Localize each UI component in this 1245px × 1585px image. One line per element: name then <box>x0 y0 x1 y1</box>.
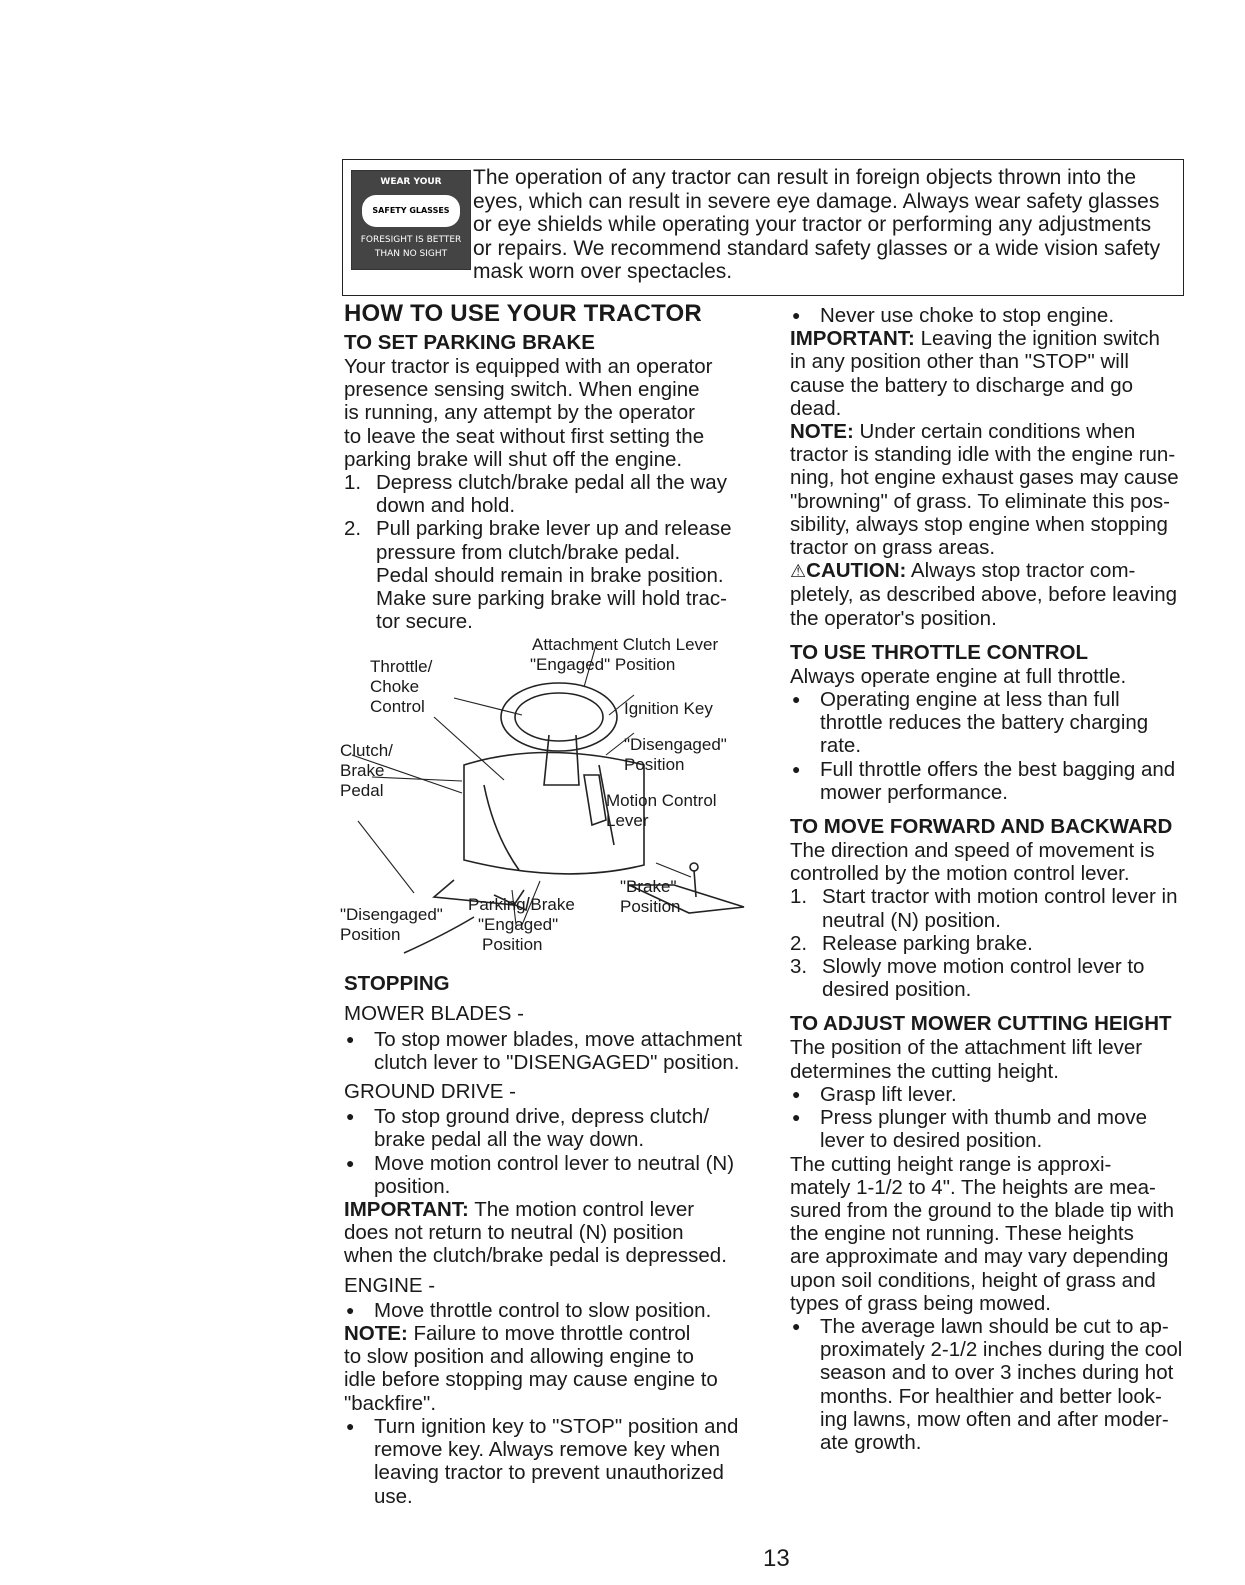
list-item: ● Grasp lift lever. <box>792 1082 957 1106</box>
right-column: ● Never use choke to stop engine. IMPORTANT: Leaving the ignition switch in any position other than "STOP" will cause the battery to discharge and go dead. NOTE: Under certain conditions when tractor is standing idle with the engine run- ning, hot engine exhaust gases may cause "browning" of grass. To eliminate this pos- sibility, always stop engine when stopping tractor on grass areas. ⚠CAUTION: Always stop tractor com- pletely, as described above, before leaving the operator's position. TO USE THROTTLE CONTROL Always operate engine at full throttle. ● Operating engine at less than full throttle reduces the battery charging rate. ● Full throttle offers the best bagging and mower performance. TO MOVE FORWARD AND BACKWARD The direction and speed of movement is controlled by the motion control lever. 1. Start tractor with motion control lever in neutral (N) position. 2. Release parking brake. 3. Slowly move motion control lever to desired position. TO ADJUST MOWER CUTTING HEIGHT The position of the attachment lift lever determines the cutting height. ● Grasp lift lever. ● Press plunger with thumb and move lever to desired position. The cutting height range is approxi- mately 1-1/2 to 4". The heights are mea- sured from the ground to the blade tip with the engine not running. These heights are approximate and may vary depending upon soil conditions, height of grass and types of grass being mowed. ● The average lawn should be cut to ap- proximately 2-1/2 inches during the cool season and to over 3 inches during hot months. For healthier and better look- ing lawns, mow often and after moder- ate growth. <box>790 300 1205 1454</box>
tractor-controls-diagram: Attachment Clutch Lever "Engaged" Position Throttle/ Choke Control Ignition Key "Disengaged" Position Clutch/ Brake Pedal Motion Control Lever "Brake" Position "Disengaged" Position Parking Brake "Engaged" Position <box>344 635 764 967</box>
mower-blades-heading: MOWER BLADES - <box>344 1002 524 1026</box>
cutting-height-heading: TO ADJUST MOWER CUTTING HEIGHT <box>790 1012 1172 1036</box>
list-item: ● Press plunger with thumb and move lever to desired position. <box>792 1106 1148 1153</box>
throttle-heading: TO USE THROTTLE CONTROL <box>790 640 1089 664</box>
important-note: IMPORTANT: The motion control lever does not return to neutral (N) position when the clutch/brake pedal is depressed. <box>344 1198 727 1268</box>
glasses-icon: SAFETY GLASSES <box>362 195 460 227</box>
list-item: ● Move throttle control to slow position. <box>346 1298 712 1322</box>
safety-warning-text: The operation of any tractor can result in foreign objects thrown into the eyes, which can result in severe eye damage. Always wear safety glasses or eye shields while operating your tractor or performing any adjustments or repairs. We recommend standard safety glasses or a wide vision safety mask worn over spectacles. <box>473 166 1161 283</box>
move-step-1: 1. Start tractor with motion control lever in neutral (N) position. <box>790 885 1178 932</box>
list-item: ● To stop mower blades, move attachment clutch lever to "DISENGAGED" position. <box>346 1027 743 1074</box>
ground-drive-heading: GROUND DRIVE - <box>344 1080 516 1104</box>
list-item: ● Full throttle offers the best bagging and mower performance. <box>792 757 1176 804</box>
list-item: ● The average lawn should be cut to ap- proximately 2-1/2 inches during the cool season and to over 3 inches during hot months. For healthier and better look- ing lawns, mow often and after moder- ate growth. <box>792 1314 1183 1454</box>
parking-intro: Your tractor is equipped with an operator presence sensing switch. When engine is running, any attempt by the operator to leave the seat without first setting the parking brake will shut off the engine. <box>344 355 713 471</box>
cutting-range-text: The cutting height range is approxi- mately 1-1/2 to 4". The heights are mea- sured from the ground to the blade tip with the engine not running. These heights are approximate and may vary depending upon soil conditions, height of grass and types of grass being mowed. <box>790 1152 1175 1315</box>
caution-note: ⚠CAUTION: Always stop tractor com- pletely, as described above, before leaving the operator's position. <box>790 559 1178 630</box>
parking-brake-heading: TO SET PARKING BRAKE <box>344 331 595 354</box>
list-item: ● Turn ignition key to "STOP" position and remove key. Always remove key when leaving tractor to prevent unauthorized use. <box>346 1414 739 1508</box>
list-item: ● To stop ground drive, depress clutch/ brake pedal all the way down. <box>346 1105 710 1152</box>
left-column <box>340 300 754 1508</box>
safety-warning-box <box>342 159 1184 296</box>
parking-step-1: 1. Depress clutch/brake pedal all the way down and hold. <box>344 471 727 518</box>
move-heading: TO MOVE FORWARD AND BACKWARD <box>790 815 1173 839</box>
parking-step-2: 2. Pull parking brake lever up and release pressure from clutch/brake pedal. Pedal should remain in brake position. Make sure parking brake will hold trac- tor secure. <box>344 517 732 634</box>
move-step-3: 3. Slowly move motion control lever to desired position. <box>790 955 1145 1002</box>
page-title: HOW TO USE YOUR TRACTOR <box>344 300 702 327</box>
page-number: 13 <box>763 1545 790 1572</box>
list-item: ● Move motion control lever to neutral (N) position. <box>346 1151 735 1198</box>
warning-triangle-icon: ⚠ <box>790 561 807 582</box>
safety-glasses-badge: WEAR YOUR SAFETY GLASSES FORESIGHT IS BETTER THAN NO SIGHT <box>351 170 471 270</box>
important-note: IMPORTANT: Leaving the ignition switch in any position other than "STOP" will cause the battery to discharge and go dead. <box>790 327 1160 420</box>
note: NOTE: Failure to move throttle control to slow position and allowing engine to idle before stopping may cause engine to "backfire". <box>344 1322 718 1415</box>
list-item: ● Never use choke to stop engine. <box>792 304 1115 327</box>
note: NOTE: Under certain conditions when tractor is standing idle with the engine run- ning, hot engine exhaust gases may cause "browning" of grass. To eliminate this pos- sibility, always stop engine when stopping tractor on grass areas. <box>790 420 1179 560</box>
list-item: ● Operating engine at less than full throttle reduces the battery charging rate. <box>792 688 1149 758</box>
engine-heading: ENGINE - <box>344 1273 436 1297</box>
move-step-2: 2. Release parking brake. <box>790 931 1033 955</box>
stopping-heading: STOPPING <box>344 972 450 996</box>
